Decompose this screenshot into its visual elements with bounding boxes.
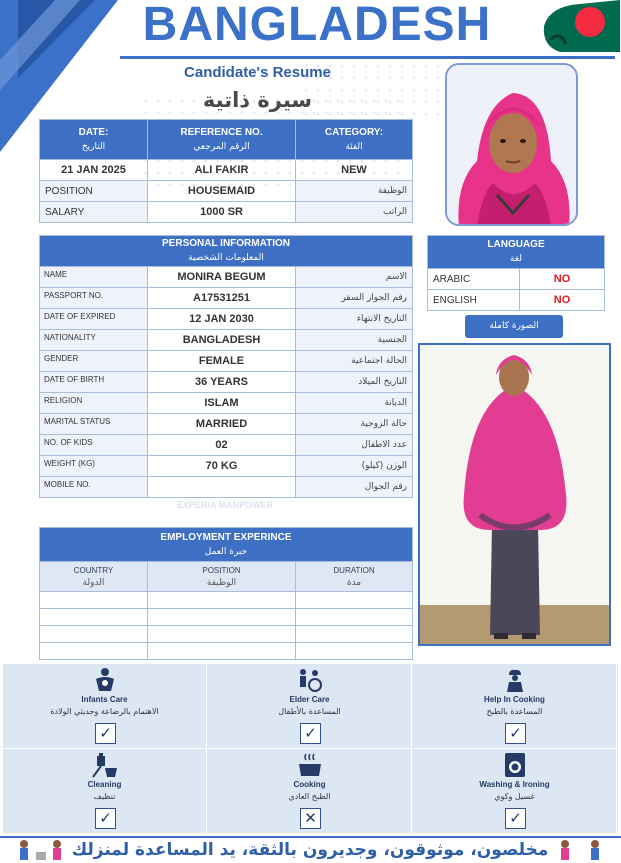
info-table	[39, 119, 413, 223]
language-table	[427, 235, 605, 311]
household-decoration-icon	[545, 838, 615, 863]
table-row: MOBILE NO. رقم الجوال	[40, 477, 413, 498]
service-infants-care: Infants Care الاهتمام بالرضاعة وحديثي الولادة ✓	[3, 664, 207, 749]
position-column-header: POSITION الوظيفة	[148, 562, 296, 592]
table-row: WEIGHT (KG) 70 KG الوزن (كيلو)	[40, 456, 413, 477]
table-row	[40, 643, 413, 660]
reference-header: REFERENCE NO. الرقم المرجعي	[148, 120, 296, 160]
service-washing-ironing: Washing & Ironing غسيل وكوي ✓	[413, 749, 617, 834]
full-body-image	[420, 345, 609, 644]
candidate-portrait-image	[447, 65, 578, 226]
date-value: 21 JAN 2025	[40, 160, 148, 181]
infants-care-check: ✓	[95, 723, 116, 744]
resume-title-arabic: سيرة ذاتية	[202, 88, 313, 112]
language-header: LANGUAGE لغة	[428, 236, 605, 269]
cleaning-icon	[91, 752, 119, 778]
elder-care-icon	[296, 667, 324, 693]
reference-value: ALI FAKIR	[148, 160, 296, 181]
help-cooking-check: ✓	[505, 723, 526, 744]
table-row: POSITION HOUSEMAID الوظيفة	[40, 181, 413, 202]
agency-watermark: EXPERIA MANPOWER	[176, 500, 274, 510]
elder-care-check: ✓	[300, 723, 321, 744]
table-row: RELIGION ISLAM الديانة	[40, 393, 413, 414]
infant-care-icon	[91, 667, 119, 693]
personal-info-table	[39, 235, 413, 498]
table-row	[40, 609, 413, 626]
table-row: DATE OF EXPIRED 12 JAN 2030 التاريخ الانتهاء	[40, 309, 413, 330]
washing-ironing-check: ✓	[505, 808, 526, 829]
service-cooking: Cooking الطبخ العادي ✕	[208, 749, 412, 834]
cleaning-check: ✓	[95, 808, 116, 829]
duration-column-header: DURATION مدة	[296, 562, 413, 592]
footer-rule	[0, 836, 621, 838]
resume-title: Candidate's Resume	[184, 64, 331, 81]
table-row: NATIONALITY BANGLADESH الجنسية	[40, 330, 413, 351]
employment-header: EMPLOYMENT EXPERINCE خبرة العمل	[40, 528, 413, 562]
table-row: MARITAL STATUS MARRIED حالة الزوجية	[40, 414, 413, 435]
header-rule	[120, 56, 615, 59]
banner-title: BANGLADESH	[142, 0, 492, 51]
cooking-check: ✕	[300, 808, 321, 829]
table-row: SALARY 1000 SR الراتب	[40, 202, 413, 223]
cooking-pot-icon	[296, 752, 324, 778]
category-header: CATEGORY: الفئة	[296, 120, 413, 160]
service-help-cooking: Help In Cooking المساعدة بالطبخ ✓	[413, 664, 617, 749]
footer-slogan: مخلصون، موثوقون، وجديرون بالثقة، يد المساعدة لمنزلك	[71, 840, 549, 860]
washing-machine-icon	[501, 752, 529, 778]
table-row: ARABIC NO	[428, 269, 605, 290]
chef-icon	[501, 667, 529, 693]
country-column-header: COUNTRY الدولة	[40, 562, 148, 592]
table-row: DATE OF BIRTH 36 YEARS التاريخ الميلاد	[40, 372, 413, 393]
service-cleaning: Cleaning تنظيف ✓	[3, 749, 207, 834]
category-value: NEW	[296, 160, 413, 181]
table-row	[40, 626, 413, 643]
services-grid	[3, 664, 618, 834]
table-row: ENGLISH NO	[428, 290, 605, 311]
table-row: PASSPORT NO. A17531251 رقم الجواز السفر	[40, 288, 413, 309]
employment-table	[39, 527, 413, 660]
bangladesh-flag-icon	[540, 0, 620, 52]
candidate-photo	[445, 63, 578, 226]
full-body-photo	[418, 343, 611, 646]
table-row	[40, 592, 413, 609]
date-header: DATE: التاريخ	[40, 120, 148, 160]
personal-info-header: PERSONAL INFORMATION المعلومات الشخصية	[40, 236, 413, 267]
table-row: NO. OF KIDS 02 عدد الاطفال	[40, 435, 413, 456]
full-photo-label: الصورة كاملة	[465, 315, 563, 338]
table-row: NAME MONIRA BEGUM الاسم	[40, 267, 413, 288]
table-row: GENDER FEMALE الحالة اجتماعية	[40, 351, 413, 372]
service-elder-care: Elder Care المساعدة بالأطفال ✓	[208, 664, 412, 749]
